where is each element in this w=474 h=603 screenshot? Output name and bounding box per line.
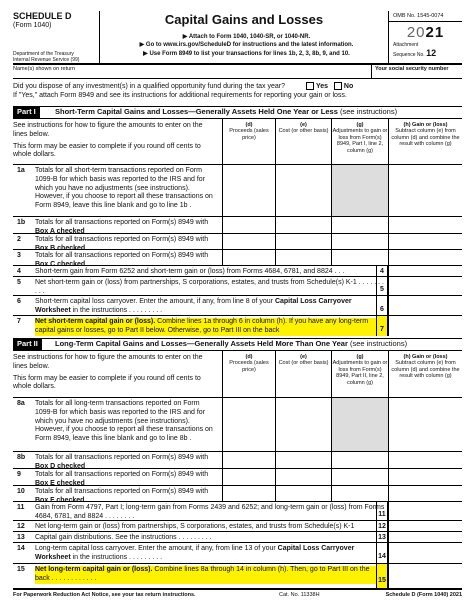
col-e-header: (e) Cost (or other basis) xyxy=(278,122,329,135)
line-12: 12 Net long-term gain or (loss) from partnerships, S corporations, estates, and trusts from Schedule(s) K-1 12 xyxy=(13,520,462,531)
line-7: 7 Net short-term capital gain or (loss). Combine lines 1a through 6 in column (h). If you have any long-term capital gains or losses, go to Part II below. Otherwise, go to Part III on the back 7 xyxy=(13,315,462,336)
attachment-seq xyxy=(389,42,462,59)
line-box-14: 14 xyxy=(376,543,388,563)
yes-label: Yes xyxy=(316,82,329,90)
line-9: 9 Totals for all transactions reported on Form(s) 8949 with Box E checked xyxy=(13,468,462,485)
line-text: Short-term gain from Form 6252 and short-term gain or (loss) from Forms 4684, 6781, and 8824 . . . xyxy=(35,268,345,275)
omb-number: OMB No. 1545-0074 xyxy=(389,11,462,22)
sequence-label: Sequence No. xyxy=(393,51,425,58)
instruction-line: ▶ Use Form 8949 to list your transactions for lines 1b, 2, 3, 8b, 9, and 10. xyxy=(143,50,350,57)
ssn-field[interactable]: Your social security number xyxy=(371,65,449,79)
form-number: (Form 1040) xyxy=(13,22,52,30)
instruction-line: ▶ Go to www.irs.gov/ScheduleD for instructions and the latest information. xyxy=(139,42,354,49)
part2-table xyxy=(13,351,462,588)
line-8a: 8a Totals for all long-term transactions reported on Form 1099-B for which basis was reported to the IRS and for which you have no adjustments (see instructions). However, if you choose to report all these transactions on Form 8949, leave this line blank and go to line 8b . xyxy=(13,397,462,451)
form-title: Capital Gains and Losses xyxy=(164,12,324,27)
line-box-7: 7 xyxy=(376,316,388,336)
part1-intro xyxy=(13,122,218,160)
line-box-5: 5 xyxy=(376,277,388,295)
dept-label: Department of the Treasury xyxy=(13,51,74,57)
intro-line: This form may be easier to complete if you round off cents to whole dollars. xyxy=(13,374,201,391)
line-text: Long-term capital loss carryover. Enter the amount, if any, from line 13 of your Capital Loss Carryover Worksheet in the instructions . . . . . . . . . xyxy=(35,545,355,561)
tax-year xyxy=(389,24,462,41)
line-text: Net short-term gain or (loss) from partnerships, S corporations, estates, and trusts from Schedule(s) K-1 . . . . . . . . . . xyxy=(35,279,384,295)
line-box-4: 4 xyxy=(376,266,388,276)
part1-table xyxy=(13,119,462,336)
part1-tag: Part I xyxy=(13,107,40,118)
line-text: Totals for all short-term transactions reported on Form 1099-B for which basis was reported to the IRS and for which you have no adjustments (see instructions). However, if you choose to report all these transactions on Form 8949, leave this line blank and go to line 1b . xyxy=(35,167,213,209)
line-1b: 1b Totals for all transactions reported on Form(s) 8949 with Box A checked xyxy=(13,216,462,233)
form-footer xyxy=(13,588,462,598)
line-10: 10 Totals for all transactions reported on Form(s) 8949 with Box F checked xyxy=(13,485,462,501)
col-h-header: (h) Gain or (loss) Subtract column (e) from column (d) and combine the result with column (g) xyxy=(391,354,460,380)
irs-label: Internal Revenue Service (99) xyxy=(13,57,80,63)
col-d-header: (d) Proceeds (sales price) xyxy=(229,354,269,373)
yes-checkbox[interactable] xyxy=(306,82,314,90)
line-11: 11 Gain from Form 4797, Part I; long-term gain from Forms 2439 and 6252; and long-term gain or (loss) from Forms 4684, 6781, and 8824 . . . . . . . . 11 xyxy=(13,501,462,520)
form-instructions xyxy=(111,33,382,58)
intro-line: See instructions for how to figure the amounts to enter on the lines below. xyxy=(13,122,203,138)
no-label: No xyxy=(343,82,354,90)
line-6: 6 Short-term capital loss carryover. Enter the amount, if any, from line 8 of your Capital Loss Carryover Worksheet in the instructions . . . . . . . . . 6 xyxy=(13,295,462,315)
line-text: Net long-term gain or (loss) from partnerships, S corporations, estates, and trusts from Schedule(s) K-1 xyxy=(35,523,355,530)
line-box-15: 15 xyxy=(376,564,388,588)
part2-title-text: Long-Term Capital Gains and Losses—Generally Assets Held More Than One Year xyxy=(55,339,348,348)
cat-number: Cat. No. 11338H xyxy=(279,592,320,598)
no-checkbox[interactable] xyxy=(334,82,342,90)
part1-title xyxy=(55,108,397,117)
name-field[interactable]: Name(s) shown on return xyxy=(13,66,76,72)
col-d-header: (d) Proceeds (sales price) xyxy=(229,122,269,141)
line-13: 13 Capital gain distributions. See the instructions . . . . . . . . . 13 xyxy=(13,531,462,542)
line-5: 5 Net short-term gain or (loss) from partnerships, S corporations, estates, and trusts from Schedule(s) K-1 . . . . . . . . . . 5 xyxy=(13,276,462,295)
attachment-label: Attachment xyxy=(393,41,419,48)
form-footer-id: Schedule D (Form 1040) 2021 xyxy=(385,592,462,598)
line-text: Totals for all long-term transactions reported on Form 1099-B for which basis was reported to the IRS and for which you have no adjustments (see instructions). However, if you choose to report all these transactions on Form 8949, leave this line blank and go to line 8b . xyxy=(35,400,213,442)
line-text: Capital gain distributions. See the instructions . . . . . . . . . xyxy=(35,534,212,541)
line-text: Totals for all transactions reported on Form(s) 8949 with Box A checked xyxy=(35,219,209,235)
line-8b: 8b Totals for all transactions reported on Form(s) 8949 with Box D checked xyxy=(13,451,462,468)
form-id-block xyxy=(13,11,100,65)
form-header xyxy=(13,11,462,65)
line-text: Totals for all transactions reported on Form(s) 8949 with Box E checked xyxy=(35,471,209,487)
schedule-label: SCHEDULE D xyxy=(13,11,72,21)
part1-header xyxy=(13,106,462,119)
yes-no-choice xyxy=(306,82,353,91)
question-note: If "Yes," attach Form 8949 and see its instructions for additional requirements for reporting your gain or loss. xyxy=(13,92,347,100)
part2-title xyxy=(55,340,407,349)
paperwork-notice: For Paperwork Reduction Act Notice, see your tax return instructions. xyxy=(13,592,196,598)
intro-line: This form may be easier to complete if you round off cents to whole dollars. xyxy=(13,142,201,159)
line-text: Totals for all transactions reported on Form(s) 8949 with Box C checked xyxy=(35,252,209,268)
line-text: Net long-term capital gain or (loss). Combine lines 8a through 14 in column (h). Then, go to Part III on the back . . . . . . . . . . . . xyxy=(35,566,385,584)
line-box-11: 11 xyxy=(376,502,388,520)
agency-block xyxy=(13,51,79,63)
year-suffix: 21 xyxy=(425,24,445,42)
line-text: Short-term capital loss carryover. Enter the amount, if any, from line 8 of your Capital Loss Carryover Worksheet in the instructions . . . . . . . . . xyxy=(35,298,352,314)
line-15: 15 Net long-term capital gain or (loss). Combine lines 8a through 14 in column (h). Then, go to Part III on the back . . . . . . . . . . . . 15 xyxy=(13,563,462,588)
line-2: 2 Totals for all transactions reported on Form(s) 8949 with Box B checked xyxy=(13,233,462,249)
line-text: Totals for all transactions reported on Form(s) 8949 with Box B checked xyxy=(35,236,209,252)
line-1a: 1a Totals for all short-term transactions reported on Form 1099-B for which basis was reported to the IRS and for which you have no adjustments (see instructions). However, if you choose to report all these transactions on Form 8949, leave this line blank and go to line 1b . xyxy=(13,164,462,216)
line-box-13: 13 xyxy=(376,532,388,542)
col-g-header: (g) Adjustments to gain or loss from Form(s) 8949, Part I, line 2, column (g) xyxy=(332,122,388,154)
line-3: 3 Totals for all transactions reported on Form(s) 8949 with Box C checked xyxy=(13,249,462,265)
line-text: Totals for all transactions reported on Form(s) 8949 with Box D checked xyxy=(35,454,209,470)
line-text: Net short-term capital gain or (loss). Combine lines 1a through 6 in column (h). If you have any long-term capital gains or losses, go to Part II below. Otherwise, go to Part III on the back xyxy=(35,318,385,336)
line-text: Totals for all transactions reported on Form(s) 8949 with Box F checked xyxy=(35,488,209,504)
name-row xyxy=(13,65,462,79)
line-4: 4 Short-term gain from Form 6252 and short-term gain or (loss) from Forms 4684, 6781, and 8824 . . . 4 xyxy=(13,265,462,276)
intro-line: See instructions for how to figure the amounts to enter on the lines below. xyxy=(13,354,203,370)
sequence-number: 12 xyxy=(426,47,437,58)
year-prefix: 20 xyxy=(406,24,426,42)
line-14: 14 Long-term capital loss carryover. Enter the amount, if any, from line 13 of your Capital Loss Carryover Worksheet in the instructions . . . . . . . . . 14 xyxy=(13,542,462,563)
part2-intro xyxy=(13,354,218,392)
col-e-header: (e) Cost (or other basis) xyxy=(278,354,329,367)
col-h-header: (h) Gain or (loss) Subtract column (e) from column (d) and combine the result with column (g) xyxy=(391,122,460,148)
part1-title-text: Short-Term Capital Gains and Losses—Generally Assets Held One Year or Less xyxy=(55,107,338,116)
line-text: Gain from Form 4797, Part I; long-term gain from Forms 2439 and 6252; and long-term gain or (loss) from Forms 4684, 6781, and 8824 . . . . . . . . xyxy=(35,504,385,520)
col-g-header: (g) Adjustments to gain or loss from Form(s) 8949, Part II, line 2, column (g) xyxy=(332,354,388,386)
line-box-12: 12 xyxy=(376,521,388,531)
part2-header xyxy=(13,338,462,351)
instruction-line: ▶ Attach to Form 1040, 1040-SR, or 1040-NR. xyxy=(182,34,311,40)
omb-block xyxy=(388,11,462,65)
line-box-6: 6 xyxy=(376,296,388,315)
part2-see: (see instructions) xyxy=(349,339,408,348)
question-text: Did you dispose of any investment(s) in a qualified opportunity fund during the tax year? xyxy=(13,83,285,90)
part2-tag: Part II xyxy=(13,339,42,350)
qof-question xyxy=(13,82,462,100)
part1-see: (see instructions) xyxy=(339,107,398,116)
